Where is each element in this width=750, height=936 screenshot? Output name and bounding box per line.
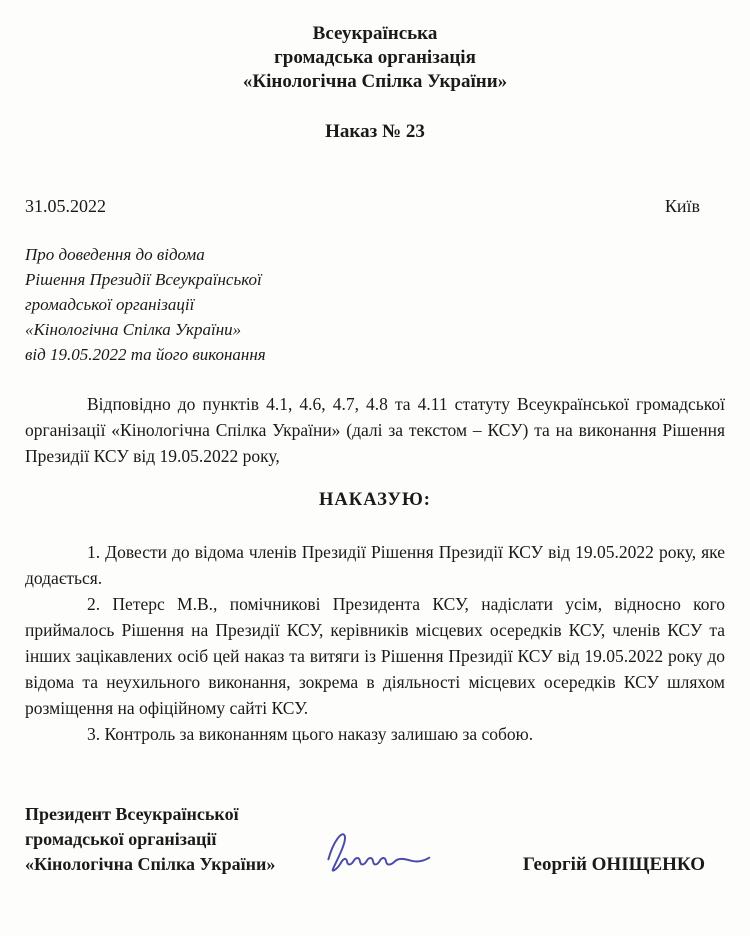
signer-title-line: «Кінологічна Спілка України» bbox=[25, 854, 276, 874]
order-subject-block bbox=[25, 242, 725, 367]
order-item-2: 2. Петерс М.В., помічникові Президента КСУ, надіслати усім, відносно кого приймалось Рішення на Президії КСУ, керівників місцевих осередків КСУ, членів КСУ та інших зацікавлених осіб цей наказ та витяги із Рішення Президії КСУ від 19.05.2022 року до відома та неухильного виконання, зокрема в діяльності місцевих осередків КСУ шляхом розміщення на офіційному сайті КСУ. bbox=[25, 594, 725, 718]
signature-ink-svg bbox=[317, 826, 435, 878]
subject-line: Про доведення до відома bbox=[25, 245, 205, 264]
signature-row bbox=[25, 802, 725, 877]
org-name-line: «Кінологічна Спілка України» bbox=[242, 71, 508, 92]
subject-line: «Кінологічна Спілка України» bbox=[25, 320, 242, 339]
subject-line: від 19.05.2022 та його виконання bbox=[25, 345, 266, 364]
order-item-1: 1. Довести до відома членів Президії Рішення Президії КСУ від 19.05.2022 року, яке додається. bbox=[25, 542, 725, 588]
subject-line: громадської організації bbox=[25, 295, 195, 314]
date-city-row bbox=[25, 194, 725, 218]
intro-paragraph: Відповідно до пунктів 4.1, 4.6, 4.7, 4.8 та 4.11 статуту Всеукраїнської громадської організації «Кінологічна Спілка України» (далі за текстом – КСУ) та на виконання Рішення Президії КСУ від 19.05.2022 року, bbox=[25, 394, 725, 466]
org-name-block bbox=[25, 22, 725, 94]
org-name-line: громадська організація bbox=[274, 47, 476, 68]
signer-title-block bbox=[25, 802, 275, 877]
order-items bbox=[25, 539, 725, 747]
signer-title-line: громадської організації bbox=[25, 829, 217, 849]
order-date: 31.05.2022 bbox=[25, 196, 106, 216]
handwritten-signature bbox=[317, 826, 435, 883]
subject-line: Рішення Президії Всеукраїнської bbox=[25, 270, 262, 289]
signature-ink-path bbox=[329, 834, 430, 870]
signer-title-line: Президент Всеукраїнської bbox=[25, 804, 239, 824]
order-item-3: 3. Контроль за виконанням цього наказу залишаю за собою. bbox=[87, 724, 534, 744]
signer-name: Георгій ОНІЩЕНКО bbox=[522, 854, 705, 875]
org-name-line: Всеукраїнська bbox=[312, 23, 438, 44]
order-city: Київ bbox=[664, 196, 700, 216]
decree-heading: НАКАЗУЮ: bbox=[319, 490, 431, 510]
order-number-title: Наказ № 23 bbox=[325, 121, 425, 142]
